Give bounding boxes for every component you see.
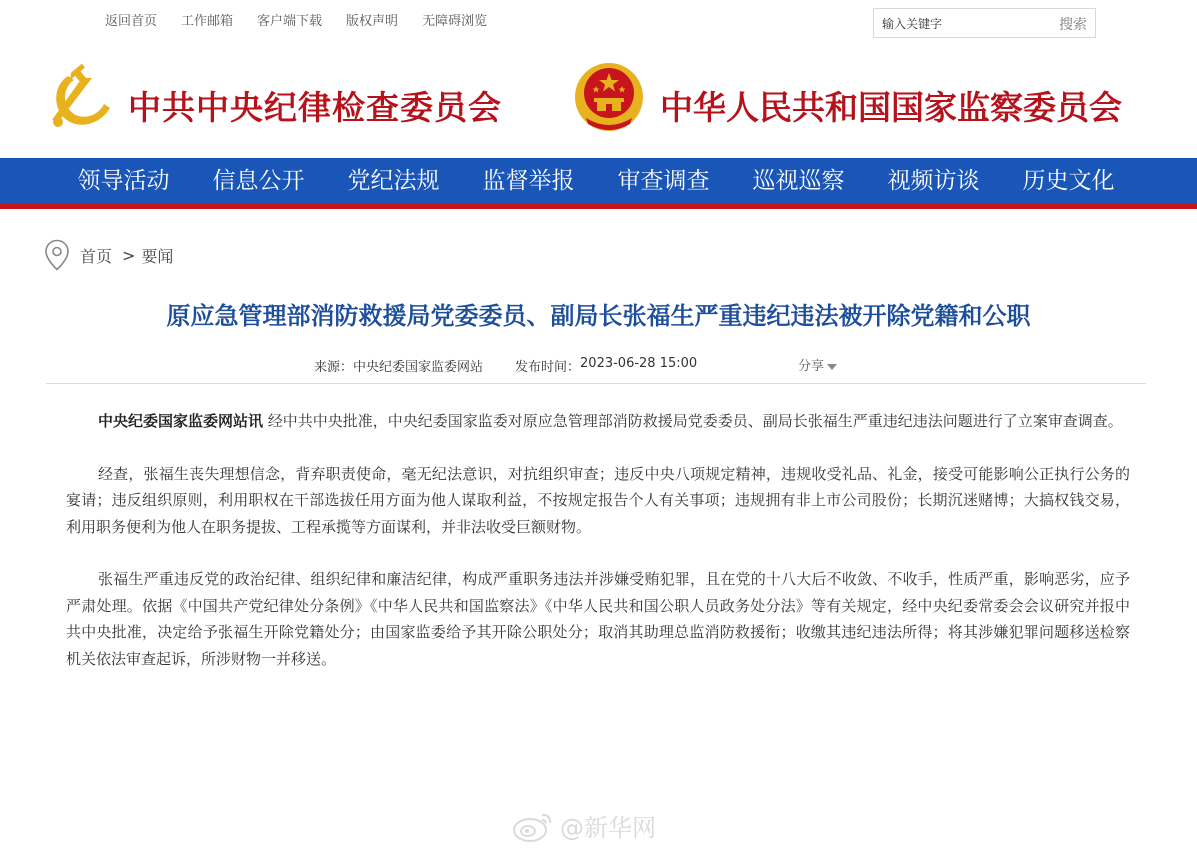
top-link-home[interactable]: 返回首页 bbox=[105, 14, 158, 29]
location-pin-icon bbox=[44, 239, 70, 271]
paragraph-text: 经查，张福生丧失理想信念，背弃职责使命，毫无纪法意识，对抗组织审查；违反中央八项规定精神，违规收受礼品、礼金，接受可能影响公正执行公务的宴请；违反组织原则，利用职权在干部选拔任用方面为他人谋取利益，不按规定报告个人有关事项；违规拥有非上市公司股份；长期沉迷赌博；大搞权钱交易，利用职务便利为他人在职务提拔、工程承揽等方面谋利，并非法收受巨额财物。 bbox=[66, 464, 1130, 536]
party-emblem-icon bbox=[46, 62, 116, 132]
article-body bbox=[66, 408, 1130, 698]
weibo-icon bbox=[512, 809, 554, 843]
top-link-accessibility[interactable]: 无障碍浏览 bbox=[422, 14, 488, 29]
article-meta bbox=[314, 356, 697, 375]
nav-item-report[interactable]: 监督举报 bbox=[482, 168, 575, 194]
top-link-mail[interactable]: 工作邮箱 bbox=[181, 14, 234, 29]
article-paragraph bbox=[66, 408, 1130, 435]
article-source: 来源：中央纪委国家监委网站 bbox=[314, 360, 484, 375]
nav-item-regulations[interactable]: 党纪法规 bbox=[347, 168, 440, 194]
nav-item-history[interactable]: 历史文化 bbox=[1022, 168, 1115, 194]
watermark bbox=[512, 808, 656, 843]
nav-item-info-disclosure[interactable]: 信息公开 bbox=[212, 168, 305, 194]
search-button[interactable]: 搜索 bbox=[1059, 14, 1087, 34]
article-title: 原应急管理部消防救援局党委委员、副局长张福生严重违纪违法被开除党籍和公职 bbox=[166, 302, 1031, 330]
top-link-copyright[interactable]: 版权声明 bbox=[346, 14, 399, 29]
paragraph-text: 经中共中央批准，中央纪委国家监委对原应急管理部消防救援局党委委员、副局长张福生严重违纪违法问题进行了立案审查调查。 bbox=[263, 412, 1123, 430]
top-utility-bar bbox=[0, 0, 1197, 40]
cpc-commission-title: 中共中央纪律检查委员会 bbox=[128, 88, 502, 127]
paragraph-text: 张福生严重违反党的政治纪律、组织纪律和廉洁纪律，构成严重职务违法并涉嫌受贿犯罪，且在党的十八大后不收敛、不收手，性质严重，影响恶劣，应予严肃处理。依据《中国共产党纪律处分条例》《中华人民共和国监察法》《中华人民共和国公职人员政务处分法》等有关规定，经中央纪委常委会会议研究并报中共中央批准，决定给予张福生开除党籍处分；由国家监委给予其开除公职处分；取消其助理总监消防救援衔；收缴其违纪违法所得；将其涉嫌犯罪问题移送检察机关依法审查起诉，所涉财物一并移送。 bbox=[66, 570, 1130, 668]
site-header bbox=[0, 48, 1197, 158]
search-input[interactable] bbox=[882, 14, 1042, 34]
breadcrumb bbox=[44, 238, 173, 272]
share-dropdown[interactable] bbox=[798, 355, 837, 374]
nav-item-investigation[interactable]: 审查调查 bbox=[617, 168, 710, 194]
publish-time: 2023-06-28 15:00 bbox=[580, 356, 698, 371]
watermark-text: @新华网 bbox=[560, 814, 656, 842]
breadcrumb-separator: > bbox=[122, 245, 136, 265]
article-paragraph bbox=[66, 461, 1130, 541]
nav-item-inspection[interactable]: 巡视巡察 bbox=[752, 168, 845, 194]
share-label: 分享 bbox=[798, 359, 825, 374]
top-links bbox=[105, 10, 511, 29]
publish-time-label: 发布时间： bbox=[515, 360, 581, 375]
paragraph-lead: 中央纪委国家监委网站讯 bbox=[98, 412, 264, 430]
search-box bbox=[873, 8, 1096, 38]
nav-item-video[interactable]: 视频访谈 bbox=[887, 168, 980, 194]
main-nav bbox=[0, 158, 1197, 204]
national-commission-title: 中华人民共和国国家监察委员会 bbox=[660, 88, 1122, 127]
top-link-client-download[interactable]: 客户端下载 bbox=[257, 14, 323, 29]
nav-red-divider bbox=[0, 204, 1197, 209]
breadcrumb-home[interactable]: 首页 bbox=[80, 246, 113, 266]
national-emblem-icon bbox=[572, 60, 646, 134]
breadcrumb-current[interactable]: 要闻 bbox=[141, 246, 174, 266]
chevron-down-icon bbox=[827, 364, 837, 370]
main-nav-list bbox=[56, 158, 1136, 204]
article-paragraph bbox=[66, 566, 1130, 672]
article-divider bbox=[46, 383, 1146, 384]
nav-item-leadership[interactable]: 领导活动 bbox=[77, 168, 170, 194]
